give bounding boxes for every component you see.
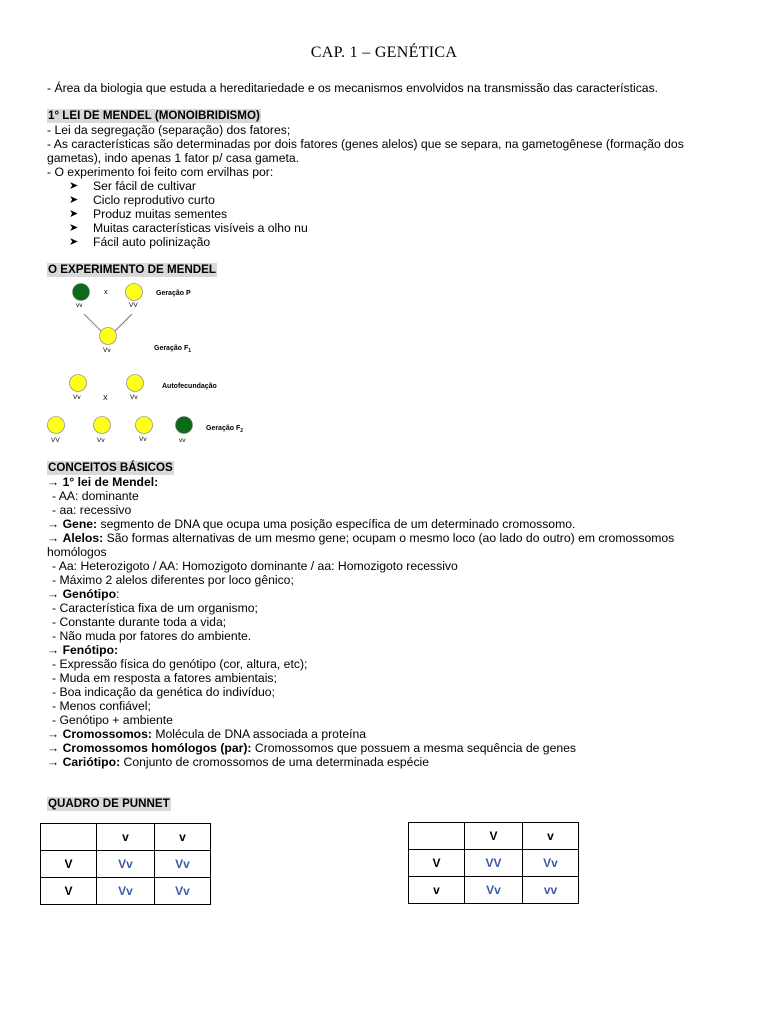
self-right-genotype: Vv bbox=[130, 394, 138, 401]
arrowhead-bullet-icon: ➤ bbox=[69, 222, 79, 234]
concept-item: - aa: recessivo bbox=[52, 503, 132, 517]
f1-generation-label: Geração $F_1$ bbox=[154, 345, 192, 354]
mendel-line: - As características são determinadas por dois fatores (genes alelos) que se separa, na gametogênese (formação dos gametas), indo apenas 1 fator p/ casa gameta. bbox=[47, 137, 684, 165]
row-header: V bbox=[41, 878, 97, 905]
concept-item: - Muda em resposta a fatores ambientais; bbox=[52, 671, 277, 685]
f2-genotype: Vv bbox=[139, 436, 147, 443]
table-row bbox=[409, 850, 579, 877]
p-right-genotype: VV bbox=[129, 302, 138, 309]
p-generation-label: Geração P bbox=[156, 290, 191, 297]
f2-genotype: vv bbox=[179, 437, 186, 444]
table-header: v bbox=[155, 824, 211, 851]
table-cell: Vv bbox=[155, 851, 211, 878]
arrowhead-bullet-icon: ➤ bbox=[69, 236, 79, 248]
concept-item: - AA: dominante bbox=[52, 489, 139, 503]
p-cross-symbol: x bbox=[104, 289, 108, 296]
concept-item: - Máximo 2 alelos diferentes por loco gênico; bbox=[52, 573, 294, 587]
concept-item: - Boa indicação da genética do indivíduo; bbox=[52, 685, 275, 699]
arrowhead-bullet-icon: ➤ bbox=[69, 194, 79, 206]
concept-item: - Constante durante toda a vida; bbox=[52, 615, 227, 629]
concept-item: - Expressão física do genótipo (cor, altura, etc); bbox=[52, 657, 308, 671]
yellow-pea-icon bbox=[127, 375, 144, 392]
table-header: v bbox=[523, 823, 579, 850]
table-cell: Vv bbox=[97, 851, 155, 878]
pea-reasons-list bbox=[47, 179, 737, 249]
f1-genotype: Vv bbox=[103, 347, 111, 354]
punnett-heading: QUADRO DE PUNNET bbox=[48, 797, 170, 810]
cross-line bbox=[114, 314, 132, 332]
f2-genotype: Vv bbox=[97, 437, 105, 444]
concept-item: - Genótipo + ambiente bbox=[52, 713, 173, 727]
punnett-table-right bbox=[408, 822, 579, 904]
arrowhead-bullet-icon: ➤ bbox=[69, 208, 79, 220]
concept-fenotipo: → Fenótipo: bbox=[47, 643, 119, 657]
mendel-law-text bbox=[47, 123, 737, 249]
list-item: ➤ Fácil auto polinização bbox=[69, 235, 211, 249]
punnett-table-left bbox=[40, 823, 211, 905]
concept-genotipo: → Genótipo: bbox=[47, 587, 120, 601]
experiment-heading: O EXPERIMENTO DE MENDEL bbox=[48, 263, 216, 276]
mendel-line: - O experimento foi feito com ervilhas por: bbox=[47, 165, 274, 179]
yellow-pea-icon bbox=[136, 417, 153, 434]
list-item: ➤ Produz muitas sementes bbox=[69, 207, 228, 221]
list-item: ➤ Muitas características visíveis a olho nu bbox=[69, 221, 308, 235]
green-pea-icon bbox=[176, 417, 193, 434]
concept-item: - Aa: Heterozigoto / AA: Homozigoto dominante / aa: Homozigoto recessivo bbox=[52, 559, 458, 573]
cross-line bbox=[84, 314, 102, 332]
concept-item: - Característica fixa de um organismo; bbox=[52, 601, 258, 615]
table-corner bbox=[41, 824, 97, 851]
page-title: CAP. 1 – GENÉTICA bbox=[310, 44, 458, 61]
f2-generation-label: Geração $F_2$ bbox=[206, 425, 244, 434]
concept-item: - Não muda por fatores do ambiente. bbox=[52, 629, 252, 643]
intro-text: - Área da biologia que estuda a hereditariedade e os mecanismos envolvidos na transmissão das características. bbox=[47, 81, 659, 95]
yellow-pea-icon bbox=[126, 284, 143, 301]
table-cell: vv bbox=[523, 877, 579, 904]
concept-gene: → Gene: segmento de DNA que ocupa uma posição específica de um determinado cromossomo. bbox=[47, 517, 576, 531]
yellow-pea-icon bbox=[94, 417, 111, 434]
list-item: ➤ Ciclo reprodutivo curto bbox=[69, 193, 215, 207]
mendel-line: - Lei da segregação (separação) dos fatores; bbox=[47, 123, 291, 137]
concept-homologos: → Cromossomos homólogos (par): Cromossomos que possuem a mesma sequência de genes bbox=[47, 741, 576, 755]
table-row bbox=[409, 823, 579, 850]
yellow-pea-icon bbox=[48, 417, 65, 434]
table-row bbox=[409, 877, 579, 904]
row-header: V bbox=[409, 850, 465, 877]
f2-genotype: VV bbox=[51, 437, 60, 444]
yellow-pea-icon bbox=[70, 375, 87, 392]
concepts-text bbox=[47, 475, 737, 769]
concept-cromossomos: → Cromossomos: Molécula de DNA associada a proteína bbox=[47, 727, 367, 741]
table-corner bbox=[409, 823, 465, 850]
table-row bbox=[41, 878, 211, 905]
list-item: ➤ Ser fácil de cultivar bbox=[69, 179, 196, 193]
table-cell: VV bbox=[465, 850, 523, 877]
table-cell: Vv bbox=[97, 878, 155, 905]
table-header: v bbox=[97, 824, 155, 851]
row-header: v bbox=[409, 877, 465, 904]
mendel-law-heading: 1° LEI DE MENDEL (MONOIBRIDISMO) bbox=[48, 109, 260, 122]
concepts-heading: CONCEITOS BÁSICOS bbox=[48, 461, 173, 474]
table-row bbox=[41, 824, 211, 851]
mendel-experiment-diagram bbox=[36, 280, 266, 450]
table-row bbox=[41, 851, 211, 878]
self-left-genotype: Vv bbox=[73, 394, 81, 401]
yellow-pea-icon bbox=[100, 328, 117, 345]
table-cell: Vv bbox=[465, 877, 523, 904]
table-header: V bbox=[465, 823, 523, 850]
concept-alelos: → Alelos: São formas alternativas de um mesmo gene; ocupam o mesmo loco (ao lado do outro) em cromossomos homólogos bbox=[47, 531, 675, 559]
p-left-genotype: vv bbox=[76, 302, 83, 309]
concept-mendel: → 1° lei de Mendel: bbox=[47, 475, 159, 489]
green-pea-icon bbox=[73, 284, 90, 301]
arrowhead-bullet-icon: ➤ bbox=[69, 180, 79, 192]
table-cell: Vv bbox=[523, 850, 579, 877]
autofecundacao-label: Autofecundação bbox=[162, 383, 217, 390]
concept-cariotipo: → Cariótipo: Conjunto de cromossomos de uma determinada espécie bbox=[47, 755, 430, 769]
concept-item: - Menos confiável; bbox=[52, 699, 151, 713]
self-cross-symbol: X bbox=[103, 395, 108, 402]
row-header: V bbox=[41, 851, 97, 878]
table-cell: Vv bbox=[155, 878, 211, 905]
